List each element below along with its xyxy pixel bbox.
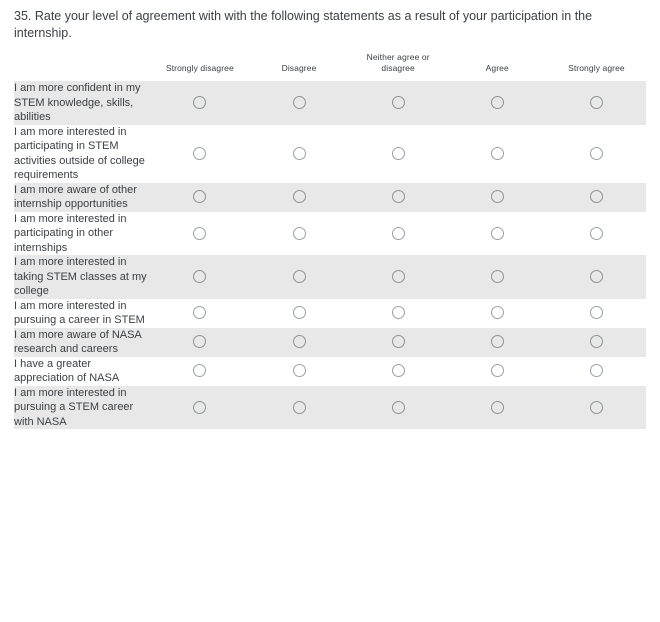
radio-cell[interactable] [249,183,348,212]
radio-disagree[interactable] [293,227,306,240]
radio-agree[interactable] [491,335,504,348]
radio-disagree[interactable] [293,147,306,160]
table-row [14,81,646,125]
radio-cell[interactable] [249,255,348,299]
radio-neither[interactable] [392,335,405,348]
radio-cell[interactable] [349,183,448,212]
radio-strongly-disagree[interactable] [193,96,206,109]
radio-strongly-agree[interactable] [590,306,603,319]
column-header-neither: Neither agree or disagree [366,52,430,73]
radio-disagree[interactable] [293,306,306,319]
radio-cell[interactable] [547,328,646,357]
radio-cell[interactable] [249,212,348,256]
table-row [14,386,646,430]
radio-strongly-agree[interactable] [590,364,603,377]
radio-strongly-agree[interactable] [590,96,603,109]
column-header-strongly-agree: Strongly agree [568,63,625,73]
radio-cell[interactable] [349,386,448,430]
table-row [14,299,646,328]
radio-neither[interactable] [392,96,405,109]
matrix-header-blank [14,52,150,81]
radio-cell[interactable] [150,328,249,357]
radio-neither[interactable] [392,227,405,240]
radio-disagree[interactable] [293,335,306,348]
radio-strongly-agree[interactable] [590,147,603,160]
radio-strongly-agree[interactable] [590,270,603,283]
column-header-agree: Agree [485,63,509,73]
radio-disagree[interactable] [293,401,306,414]
radio-cell[interactable] [448,212,547,256]
radio-strongly-disagree[interactable] [193,227,206,240]
row-label: I am more aware of other internship opportunities [14,183,150,212]
radio-cell[interactable] [349,299,448,328]
row-label: I am more aware of NASA research and careers [14,328,150,357]
radio-disagree[interactable] [293,96,306,109]
table-row [14,328,646,357]
row-label: I am more interested in taking STEM classes at my college [14,255,150,299]
radio-cell[interactable] [349,255,448,299]
radio-agree[interactable] [491,96,504,109]
table-row [14,255,646,299]
radio-neither[interactable] [392,190,405,203]
radio-neither[interactable] [392,306,405,319]
radio-cell[interactable] [150,357,249,386]
radio-cell[interactable] [547,183,646,212]
radio-cell[interactable] [448,357,547,386]
radio-cell[interactable] [448,328,547,357]
radio-cell[interactable] [349,81,448,125]
radio-neither[interactable] [392,147,405,160]
radio-cell[interactable] [448,81,547,125]
agreement-matrix [14,52,646,429]
radio-cell[interactable] [448,183,547,212]
radio-cell[interactable] [349,212,448,256]
radio-cell[interactable] [349,357,448,386]
radio-cell[interactable] [150,125,249,183]
radio-strongly-disagree[interactable] [193,364,206,377]
radio-cell[interactable] [249,328,348,357]
radio-disagree[interactable] [293,190,306,203]
radio-cell[interactable] [150,299,249,328]
row-label: I am more interested in pursuing a career in STEM [14,299,150,328]
radio-cell[interactable] [448,255,547,299]
radio-cell[interactable] [349,125,448,183]
row-label: I am more interested in participating in other internships [14,212,150,256]
question-text: 35. Rate your level of agreement with with the following statements as a result of your participation in the internship. [14,9,593,40]
matrix-header [14,52,646,81]
radio-cell[interactable] [547,386,646,430]
radio-agree[interactable] [491,190,504,203]
radio-agree[interactable] [491,401,504,414]
radio-agree[interactable] [491,270,504,283]
column-header-strongly-disagree: Strongly disagree [165,63,234,73]
radio-disagree[interactable] [293,364,306,377]
radio-cell[interactable] [249,81,348,125]
row-label: I am more interested in pursuing a STEM career with NASA [14,386,150,430]
radio-agree[interactable] [491,227,504,240]
radio-cell[interactable] [150,81,249,125]
matrix-body [14,81,646,429]
radio-cell[interactable] [547,81,646,125]
table-row [14,212,646,256]
radio-cell[interactable] [448,299,547,328]
radio-cell[interactable] [249,125,348,183]
radio-strongly-agree[interactable] [590,227,603,240]
table-row [14,357,646,386]
radio-cell[interactable] [349,328,448,357]
row-label: I have a greater appreciation of NASA [14,357,150,386]
radio-cell[interactable] [150,386,249,430]
radio-cell[interactable] [150,183,249,212]
radio-neither[interactable] [392,364,405,377]
radio-cell[interactable] [249,299,348,328]
radio-cell[interactable] [547,212,646,256]
radio-disagree[interactable] [293,270,306,283]
table-row [14,125,646,183]
radio-cell[interactable] [547,357,646,386]
radio-cell[interactable] [249,357,348,386]
radio-strongly-disagree[interactable] [193,401,206,414]
radio-cell[interactable] [150,255,249,299]
radio-cell[interactable] [547,255,646,299]
radio-cell[interactable] [150,212,249,256]
radio-strongly-disagree[interactable] [193,270,206,283]
radio-strongly-agree[interactable] [590,401,603,414]
table-row [14,183,646,212]
radio-neither[interactable] [392,401,405,414]
radio-strongly-disagree[interactable] [193,147,206,160]
radio-strongly-agree[interactable] [590,335,603,348]
radio-cell[interactable] [249,386,348,430]
radio-cell[interactable] [448,125,547,183]
radio-agree[interactable] [491,364,504,377]
column-header-disagree: Disagree [281,63,317,73]
radio-cell[interactable] [448,386,547,430]
radio-cell[interactable] [547,299,646,328]
radio-cell[interactable] [547,125,646,183]
radio-agree[interactable] [491,147,504,160]
radio-strongly-disagree[interactable] [193,335,206,348]
row-label: I am more confident in my STEM knowledge, skills, abilities [14,81,150,125]
radio-neither[interactable] [392,270,405,283]
radio-strongly-disagree[interactable] [193,306,206,319]
radio-strongly-disagree[interactable] [193,190,206,203]
row-label: I am more interested in participating in STEM activities outside of college requirements [14,125,150,183]
radio-agree[interactable] [491,306,504,319]
radio-strongly-agree[interactable] [590,190,603,203]
